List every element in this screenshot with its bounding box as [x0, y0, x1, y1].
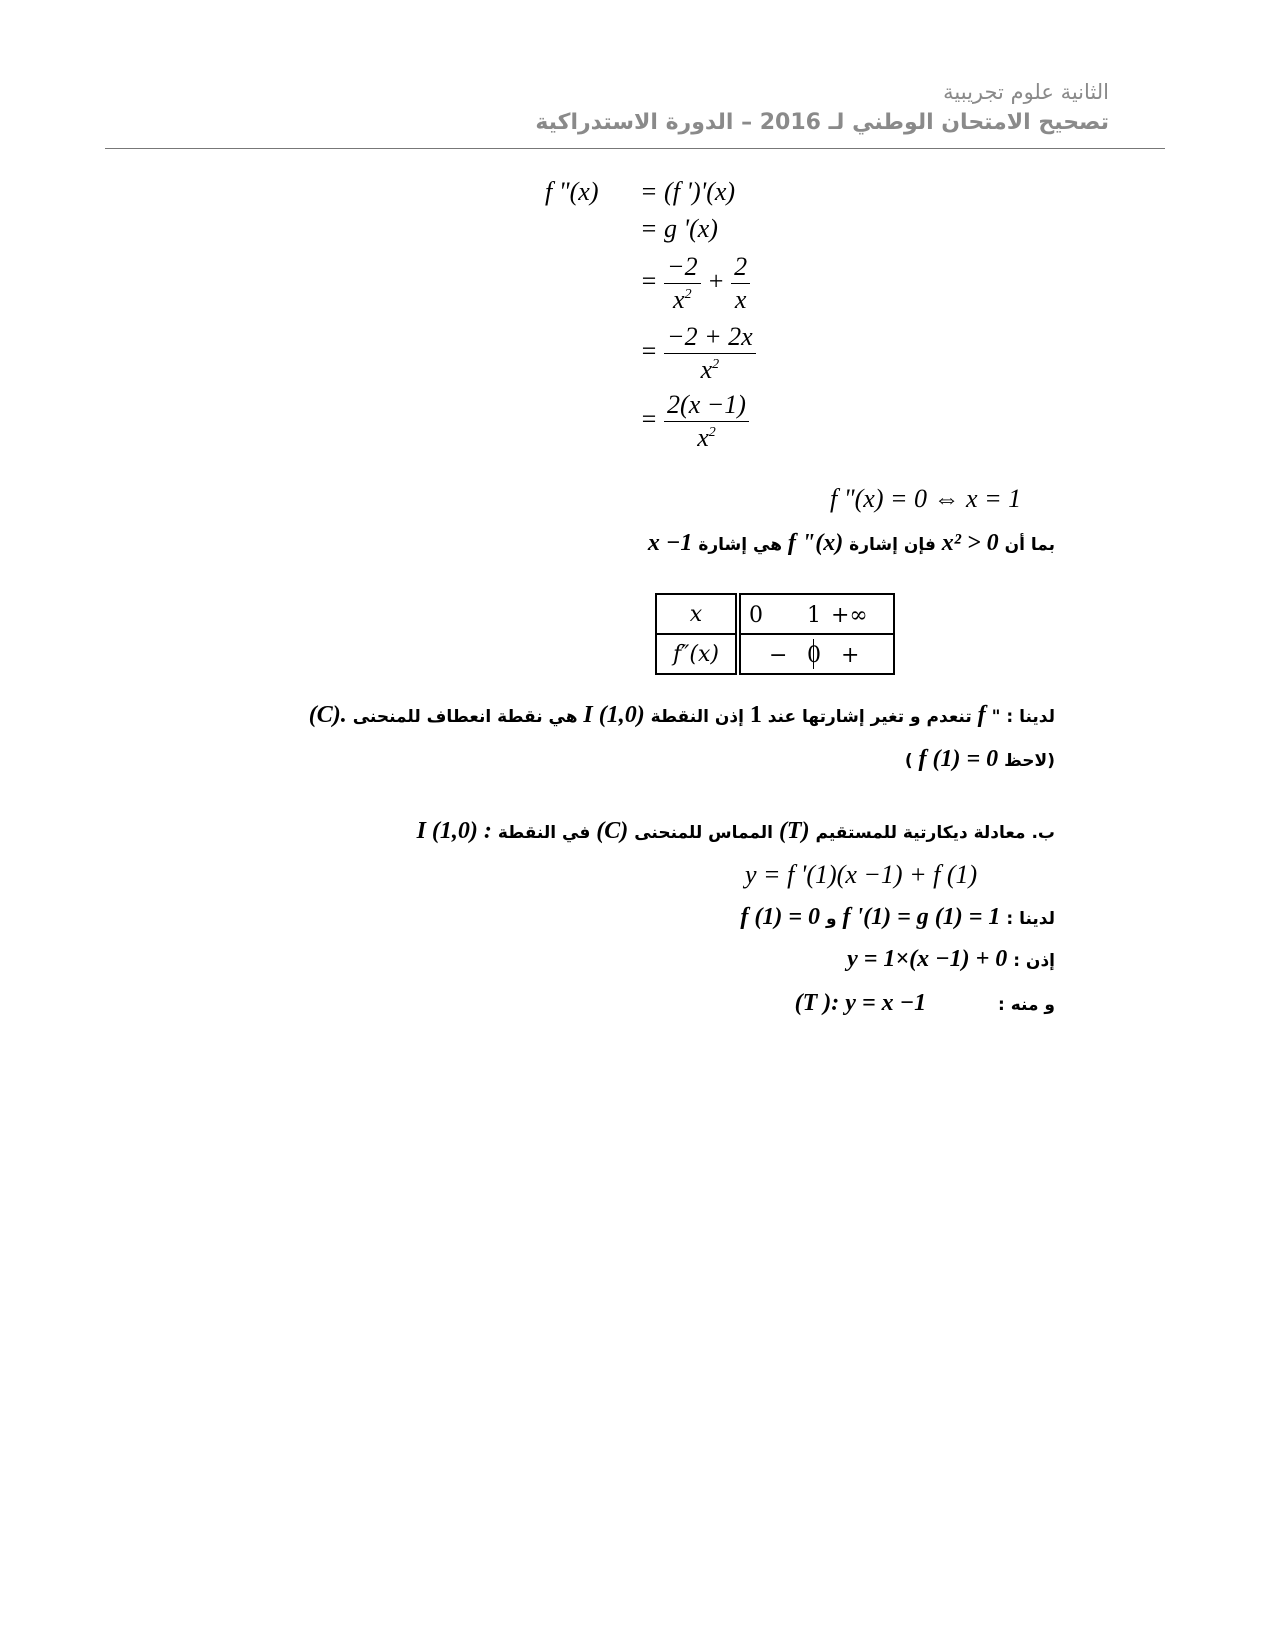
- exponent: 2: [684, 287, 692, 302]
- header-subtitle: الثانية علوم تجريبية: [943, 80, 1109, 104]
- tangent-have: [740, 904, 1055, 931]
- text: في النقطة: [497, 823, 591, 843]
- text: هي نقطة انعطاف للمنحنى: [352, 707, 578, 727]
- table-row: [656, 634, 894, 674]
- tangent-heading: [417, 818, 1055, 845]
- value: 0: [807, 643, 821, 668]
- fraction-numerator: 2(x −1): [664, 392, 749, 422]
- text: و منه :: [998, 995, 1055, 1015]
- text: بما أن: [1004, 535, 1055, 555]
- fraction-numerator: −2 + 2x: [664, 324, 756, 354]
- text: فإن إشارة: [849, 535, 936, 555]
- text: المماس للمنحنى: [634, 823, 774, 843]
- denominator-base: x: [700, 355, 713, 384]
- text: تنعدم و تغير إشارتها عند: [767, 707, 972, 727]
- text: و: [825, 909, 837, 929]
- exponent: 2: [712, 357, 720, 372]
- table-values-cell: [738, 594, 894, 634]
- math: f '(1) = g (1) = 1: [842, 904, 1001, 930]
- text: إذن :: [1013, 951, 1055, 971]
- denominator-base: x: [697, 423, 709, 452]
- sign-statement: [648, 530, 1055, 557]
- inflection-statement: [309, 702, 1055, 729]
- text: لدينا :: [1006, 909, 1055, 929]
- math: f: [977, 702, 986, 728]
- table-row: [656, 594, 894, 634]
- math: f "(x): [787, 530, 844, 556]
- tangent-so: [847, 946, 1055, 973]
- denominator-base: x: [673, 285, 685, 314]
- derivation-line-1: = (f ')'(x): [640, 177, 736, 206]
- fraction-denominator: x: [734, 285, 747, 314]
- text: لدينا : ": [991, 707, 1055, 727]
- fraction-denominator: [694, 422, 719, 451]
- tangent-formula: y = f '(1)(x −1) + f (1): [745, 860, 978, 889]
- fraction: [664, 324, 756, 383]
- inflection-note: [905, 746, 1055, 773]
- equals-sign: =: [640, 336, 658, 366]
- math: (T ): y = x −1: [794, 990, 927, 1016]
- fraction-denominator: [698, 354, 723, 383]
- text: ): [904, 751, 913, 771]
- math: f (1) = 0: [918, 746, 999, 772]
- fraction-denominator: [670, 284, 695, 313]
- text: هي إشارة: [698, 535, 782, 555]
- value: 0: [749, 603, 763, 628]
- math: (T): [778, 818, 810, 844]
- header-divider: [105, 148, 1165, 149]
- sign-table: [655, 593, 895, 675]
- math: f (1) = 0: [740, 904, 821, 930]
- exponent: 2: [708, 425, 716, 440]
- math: (C): [596, 818, 629, 844]
- fraction: [664, 392, 749, 451]
- fraction-numerator: 2: [731, 254, 750, 284]
- derivation-line-5: [640, 392, 749, 451]
- derivation-line-2: = g '(x): [640, 214, 718, 243]
- table-header-cell: x: [656, 594, 738, 634]
- derivation-line-3: [640, 254, 750, 313]
- math: x² > 0: [941, 530, 999, 556]
- fraction: [664, 254, 701, 313]
- table-header-cell: f″(x): [656, 634, 738, 674]
- math: (C).: [308, 702, 347, 728]
- equals-sign: =: [640, 266, 658, 296]
- value: 1: [807, 603, 821, 628]
- math: x −1: [647, 530, 693, 556]
- math: y = 1×(x −1) + 0: [847, 946, 1008, 972]
- derivation-line-4: [640, 324, 756, 383]
- math: I (1,0): [583, 702, 645, 728]
- plus-sign: +: [707, 266, 725, 296]
- math: I (1,0) :: [416, 818, 492, 844]
- fraction-numerator: −2: [664, 254, 701, 284]
- math: 1: [749, 702, 762, 728]
- text: ب. معادلة ديكارتية للمستقيم: [815, 823, 1055, 843]
- header-title: تصحيح الامتحان الوطني لـ 2016 – الدورة الاستدراكية: [535, 110, 1109, 135]
- zero-condition: f "(x) = 0 ⇔ x = 1: [830, 484, 1022, 513]
- text: لاحظ: [1004, 751, 1048, 771]
- tangent-hence: [795, 990, 1055, 1017]
- value: +∞: [831, 603, 868, 628]
- equals-sign: =: [640, 404, 658, 434]
- table-values-cell: [738, 634, 894, 674]
- zero-marker: [813, 639, 814, 669]
- text: إذن النقطة: [650, 707, 744, 727]
- value: +: [841, 643, 860, 668]
- text: (: [1047, 751, 1055, 771]
- value: −: [769, 643, 788, 668]
- fraction: [731, 254, 750, 313]
- derivation-lhs: f "(x): [545, 177, 599, 206]
